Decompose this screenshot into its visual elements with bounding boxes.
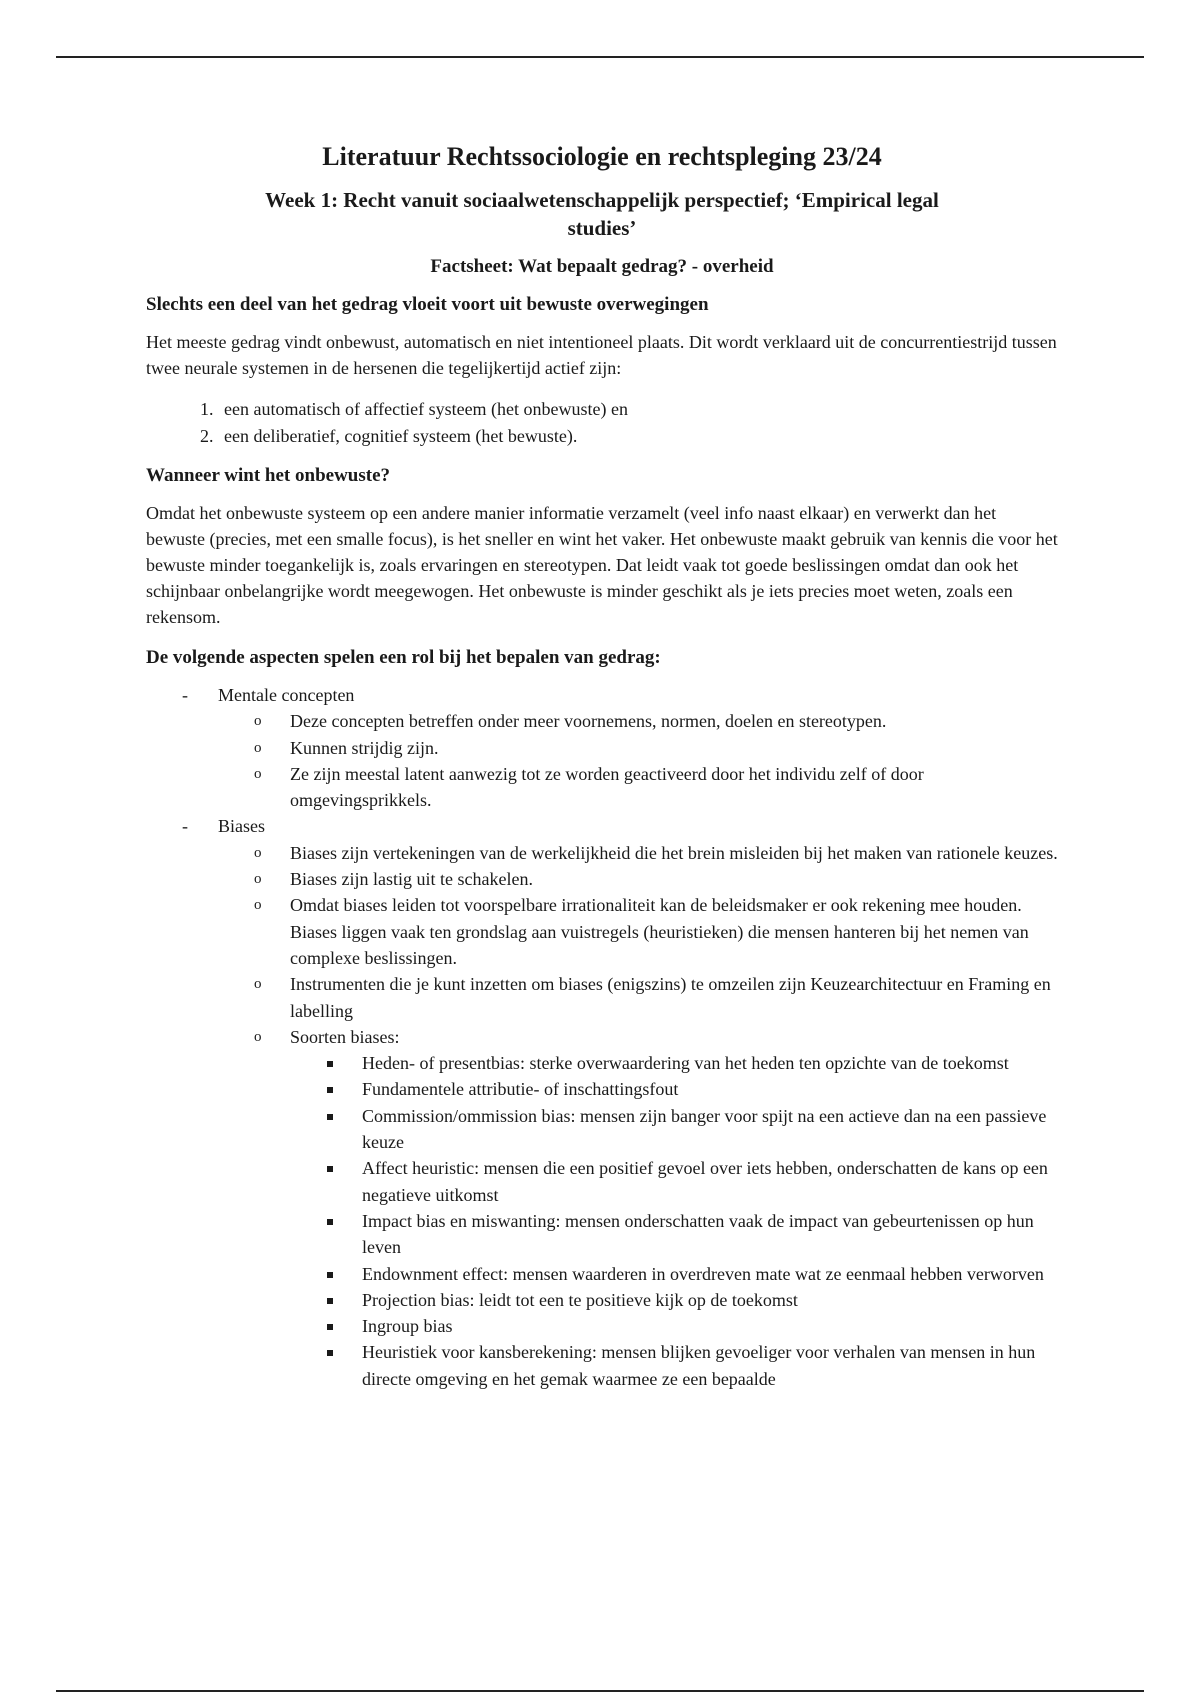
list-item-biases [146, 813, 1058, 1392]
list-item: o Kunnen strijdig zijn. [218, 735, 1058, 761]
list-item-label: Biases [218, 816, 265, 837]
circle-bullet-icon: o [254, 1028, 262, 1045]
section-paragraph-conscious: Het meeste gedrag vindt onbewust, automatisch en niet intentioneel plaats. Dit wordt verklaard uit de concurrentiestrijd tussen twee neurale systemen in de hersenen die tegelijkertijd actief zijn: [146, 332, 1057, 378]
list-item: Heuristiek voor kansberekening: mensen blijken gevoeliger voor verhalen van mensen in hun directe omgeving en het gemak waarmee ze een bepaalde [290, 1339, 1058, 1392]
list-item: o Biases zijn vertekeningen van de werkelijkheid die het brein misleiden bij het maken van rationele keuzes. [218, 840, 1058, 866]
list-item-label: Mentale concepten [218, 685, 355, 705]
square-bullet-icon [327, 1166, 333, 1172]
section-heading-conscious: Slechts een deel van het gedrag vloeit voort uit bewuste overwegingen [146, 294, 709, 315]
dash-bullet-icon: - [182, 685, 188, 705]
list-item: o Biases zijn lastig uit te schakelen. [218, 866, 1058, 892]
list-item: o Ze zijn meestal latent aanwezig tot ze worden geactiveerd door het individu zelf of door omgevingsprikkels. [218, 761, 1058, 814]
list-item: 2. een deliberatief, cognitief systeem (het bewuste). [218, 423, 1058, 450]
square-bullet-icon [327, 1350, 333, 1356]
square-bullet-icon [327, 1298, 333, 1304]
list-item: Ingroup bias [290, 1313, 1058, 1339]
square-bullet-icon [327, 1272, 333, 1278]
bottom-divider [56, 1690, 1144, 1692]
square-bullet-icon [327, 1061, 333, 1067]
circle-bullet-icon: o [254, 897, 262, 914]
circle-bullet-icon: o [254, 765, 262, 782]
list-item: Fundamentele attributie- of inschattingsfout [290, 1076, 1058, 1102]
mental-concepts-sublist [218, 708, 1058, 813]
numbered-list-systems [146, 396, 1058, 450]
biases-sublist [218, 840, 1058, 1392]
list-item: Projection bias: leidt tot een te positieve kijk op de toekomst [290, 1287, 1058, 1313]
section-heading-unconscious: Wanneer wint het onbewuste? [146, 465, 391, 486]
section-paragraph-unconscious: Omdat het onbewuste systeem op een andere manier informatie verzamelt (veel info naast elkaar) en verwerkt dan het bewuste (precies, met een smalle focus), is het sneller en wint het vaker. Het onbewuste maakt gebruik van kennis die voor het bewuste minder toegankelijk is, zoals ervaringen en stereotypen. Dat leidt vaak tot goede beslissingen omdat dan ook het schijnbaar onbelangrijke wordt meegewogen. Het onbewuste is minder geschikt als je iets precies moet weten, zoals een rekensom. [146, 503, 1058, 627]
aspects-list [146, 682, 1058, 1392]
document-page [146, 140, 1058, 1392]
square-bullet-icon [327, 1114, 333, 1120]
list-item: o Omdat biases leiden tot voorspelbare irrationaliteit kan de beleidsmaker er ook rekening mee houden. Biases liggen vaak ten grondslag aan vuistregels (heuristieken) die mensen hanteren bij het nemen van complexe beslissingen. [218, 892, 1058, 971]
document-title: Literatuur Rechtssociologie en rechtspleging 23/24 [322, 142, 882, 171]
list-item-mental-concepts [146, 682, 1058, 813]
top-divider [56, 56, 1144, 58]
circle-bullet-icon: o [254, 844, 262, 861]
square-bullet-icon [327, 1219, 333, 1225]
square-bullet-icon [327, 1087, 333, 1093]
square-bullet-icon [327, 1324, 333, 1330]
circle-bullet-icon: o [254, 739, 262, 756]
week-subtitle: Week 1: Recht vanuit sociaalwetenschappelijk perspectief; ‘Empirical legal studies’ [265, 188, 939, 240]
list-item: 1. een automatisch of affectief systeem (het onbewuste) en [218, 396, 1058, 423]
circle-bullet-icon: o [254, 713, 262, 730]
list-item: Heden- of presentbias: sterke overwaardering van het heden ten opzichte van de toekomst [290, 1050, 1058, 1076]
circle-bullet-icon: o [254, 976, 262, 993]
list-item: Impact bias en miswanting: mensen onderschatten vaak de impact van gebeurtenissen op hun leven [290, 1208, 1058, 1261]
section-heading-aspects: De volgende aspecten spelen een rol bij het bepalen van gedrag: [146, 647, 661, 668]
list-item: Commission/ommission bias: mensen zijn banger voor spijt na een actieve dan na een passieve keuze [290, 1103, 1058, 1156]
factsheet-title: Factsheet: Wat bepaalt gedrag? - overheid [430, 256, 774, 277]
list-item: Affect heuristic: mensen die een positief gevoel over iets hebben, onderschatten de kans op een negatieve uitkomst [290, 1155, 1058, 1208]
list-item: Endownment effect: mensen waarderen in overdreven mate wat ze eenmaal hebben verworven [290, 1261, 1058, 1287]
list-item-bias-types: o Soorten biases: Heden- of presentbias: sterke overwaardering van het heden ten opzichte van de toekomst Fundamentele attributie- of inschattingsfout Commission/ommission bias: mensen zijn banger voor spijt na een actieve dan na een passieve keuze Affect heuristic: mensen die een positief gevoel over iets hebben, onderschatten de kans op een negatieve uitkomst Impact bias en miswanting: mensen onderschatten vaak de impact van gebeurtenissen op hun leven Endownment effect: mensen waarderen in overdreven mate wat ze eenmaal hebben verworven Projection bias: leidt tot een te positieve kijk op de toekomst Ingroup bias Heuristiek voor kansberekening: mensen blijken gevoeliger voor verhalen van mensen in hun directe omgeving en het gemak waarmee ze een bepaalde [218, 1024, 1058, 1392]
dash-bullet-icon: - [182, 816, 188, 837]
list-item: o Deze concepten betreffen onder meer voornemens, normen, doelen en stereotypen. [218, 708, 1058, 734]
circle-bullet-icon: o [254, 871, 262, 888]
list-item: o Instrumenten die je kunt inzetten om biases (enigszins) te omzeilen zijn Keuzearchitectuur en Framing en labelling [218, 971, 1058, 1024]
bias-types-list [290, 1050, 1058, 1392]
